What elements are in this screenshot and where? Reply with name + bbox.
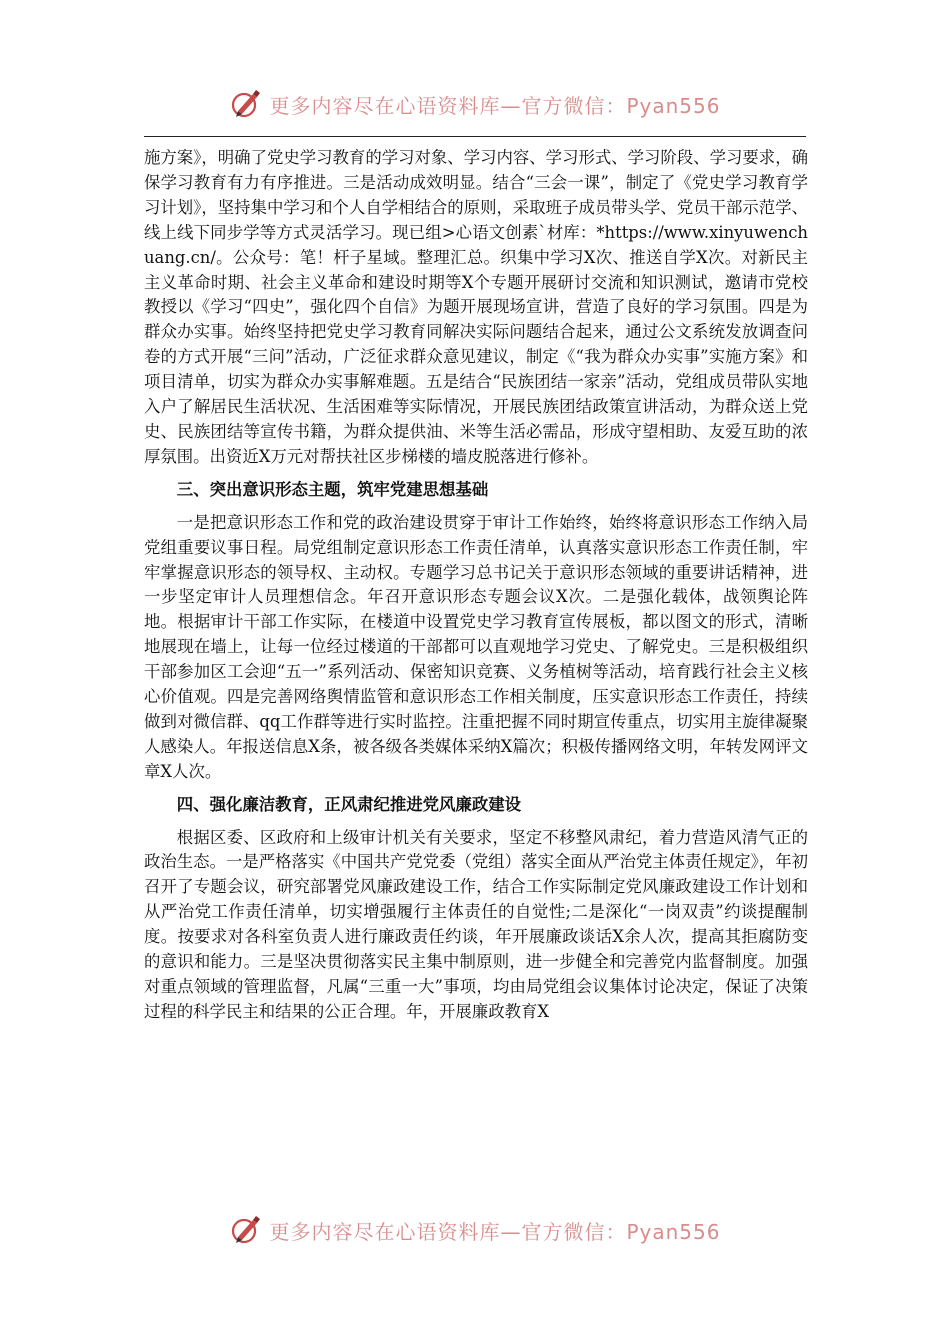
body-paragraph: 施方案》，明确了党史学习教育的学习对象、学习内容、学习形式、学习阶段、学习要求，确保学习教育有力有序推进。三是活动成效明显。结合“三会一课”，制定了《党史学习教育学习计划》，坚持集中学习和个人自学相结合的原则，采取班子成员带头学、党员干部示范学、线上线下同步学等方式灵活学习。现已组>心语文创素`材库：*https://www.xinyuwenchuang.cn/。公众号：笔！杆子星域。整理汇总。织集中学习X次、推送自学X次。对新民主主义革命时期、社会主义革命和建设时期等X个专题开展研讨交流和知识测试，邀请市党校教授以《学习“四史”，强化四个自信》为题开展现场宣讲，营造了良好的学习氛围。四是为群众办实事。始终坚持把党史学习教育同解决实际问题结合起来，通过公文系统发放调查问卷的方式开展“三问”活动，广泛征求群众意见建议，制定《“我为群众办实事”实施方案》和项目清单，切实为群众办实事解难题。五是结合“民族团结一家亲”活动，党组成员带队实地入户了解居民生活状况、生活困难等实际情况，开展民族团结政策宣讲活动，为群众送上党史、民族团结等宣传书籍，为群众提供油、米等生活必需品，形成守望相助、友爱互助的浓厚氛围。出资近X万元对帮扶社区步梯楼的墙皮脱落进行修补。 (144, 148, 808, 466)
body-paragraph: 根据区委、区政府和上级审计机关有关要求，坚定不移整风肃纪，着力营造风清气正的政治生态。一是严格落实《中国共产党党委（党组）落实全面从严治党主体责任规定》，年初召开了专题会议，研究部署党风廉政建设工作，结合工作实际制定党风廉政建设工作计划和从严治党工作责任清单，切实增强履行主体责任的自觉性;二是深化“一岗双责”约谈提醒制度。按要求对各科室负责人进行廉政责任约谈，年开展廉政谈话X余人次，提高其拒腐防变的意识和能力。三是坚决贯彻落实民主集中制原则，进一步健全和完善党内监督制度。加强对重点领域的管理监督，凡属“三重一大”事项，均由局党组会议集体讨论决定，保证了决策过程的科学民主和结果的公正合理。年，开展廉政教育X (144, 827, 808, 1021)
pen-logo-icon (229, 87, 263, 121)
footer-banner (0, 1208, 950, 1252)
pen-logo-icon (229, 1213, 263, 1247)
document-body (144, 146, 808, 1025)
footer-banner-text: 更多内容尽在心语资料库—官方微信：Pyan556 (269, 1219, 721, 1244)
section-heading-4: 四、强化廉洁教育，正风肃纪推进党风廉政建设 (176, 794, 521, 814)
section-heading-3: 三、突出意识形态主题，筑牢党建思想基础 (176, 479, 489, 499)
header-banner-text: 更多内容尽在心语资料库—官方微信：Pyan556 (269, 93, 721, 118)
body-paragraph: 一是把意识形态工作和党的政治建设贯穿于审计工作始终，始终将意识形态工作纳入局党组重要议事日程。局党组制定意识形态工作责任清单，认真落实意识形态工作责任制，牢牢掌握意识形态的领导权、主动权。专题学习总书记关于意识形态领域的重要讲话精神，进一步坚定审计人员理想信念。年召开意识形态专题会议X次。二是强化载体，战领舆论阵地。根据审计干部工作实际，在楼道中设置党史学习教育宣传展板，都以图文的形式，清晰地展现在墙上，让每一位经过楼道的干部都可以直观地学习党史、了解党史。三是积极组织干部参加区工会迎“五一”系列活动、保密知识竞赛、义务植树等活动，培育践行社会主义核心价值观。四是完善网络舆情监管和意识形态工作相关制度，压实意识形态工作责任，持续做到对微信群、qq工作群等进行实时监控。注重把握不同时期宣传重点，切实用主旋律凝聚人感染人。年报送信息X条，被各级各类媒体采纳X篇次；积极传播网络文明，年转发网评文章X人次。 (144, 512, 808, 781)
header-banner (0, 82, 950, 126)
header-divider (144, 136, 806, 137)
